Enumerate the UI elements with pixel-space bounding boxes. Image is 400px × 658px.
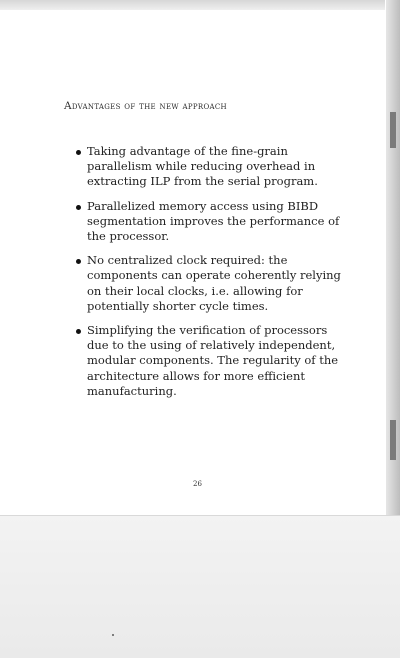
bullet-dot-icon	[76, 329, 81, 334]
bullet-item	[76, 144, 342, 190]
page-number: 26	[193, 480, 202, 488]
scan-speck	[112, 634, 114, 636]
bullet-item	[76, 253, 342, 314]
scan-edge-mark	[390, 112, 396, 148]
bullet-dot-icon	[76, 259, 81, 264]
bullet-text: No centralized clock required: the components can operate coherently relying on their local clocks, i.e. allowing for potentially shorter cycle times.	[87, 253, 341, 313]
bullet-text: Simplifying the verification of processors due to the using of relatively independent, modular components. The regularity of the architecture allows for more efficient manufacturing.	[87, 323, 339, 398]
bullet-text: Taking advantage of the fine-grain parallelism while reducing overhead in extracting ILP from the serial program.	[87, 144, 318, 189]
bullet-list	[76, 144, 342, 408]
scan-top-shadow	[0, 0, 385, 10]
bullet-dot-icon	[76, 150, 81, 155]
scan-bottom-edge-line	[0, 515, 400, 516]
scan-bottom-band	[0, 515, 400, 658]
bullet-text: Parallelized memory access using BIBD segmentation improves the performance of the processor.	[87, 198, 340, 244]
bullet-item	[76, 199, 342, 245]
scan-edge-mark	[390, 420, 396, 460]
section-heading: Advantages of the new approach	[64, 100, 227, 112]
bullet-item	[76, 323, 342, 399]
bullet-dot-icon	[76, 205, 81, 210]
